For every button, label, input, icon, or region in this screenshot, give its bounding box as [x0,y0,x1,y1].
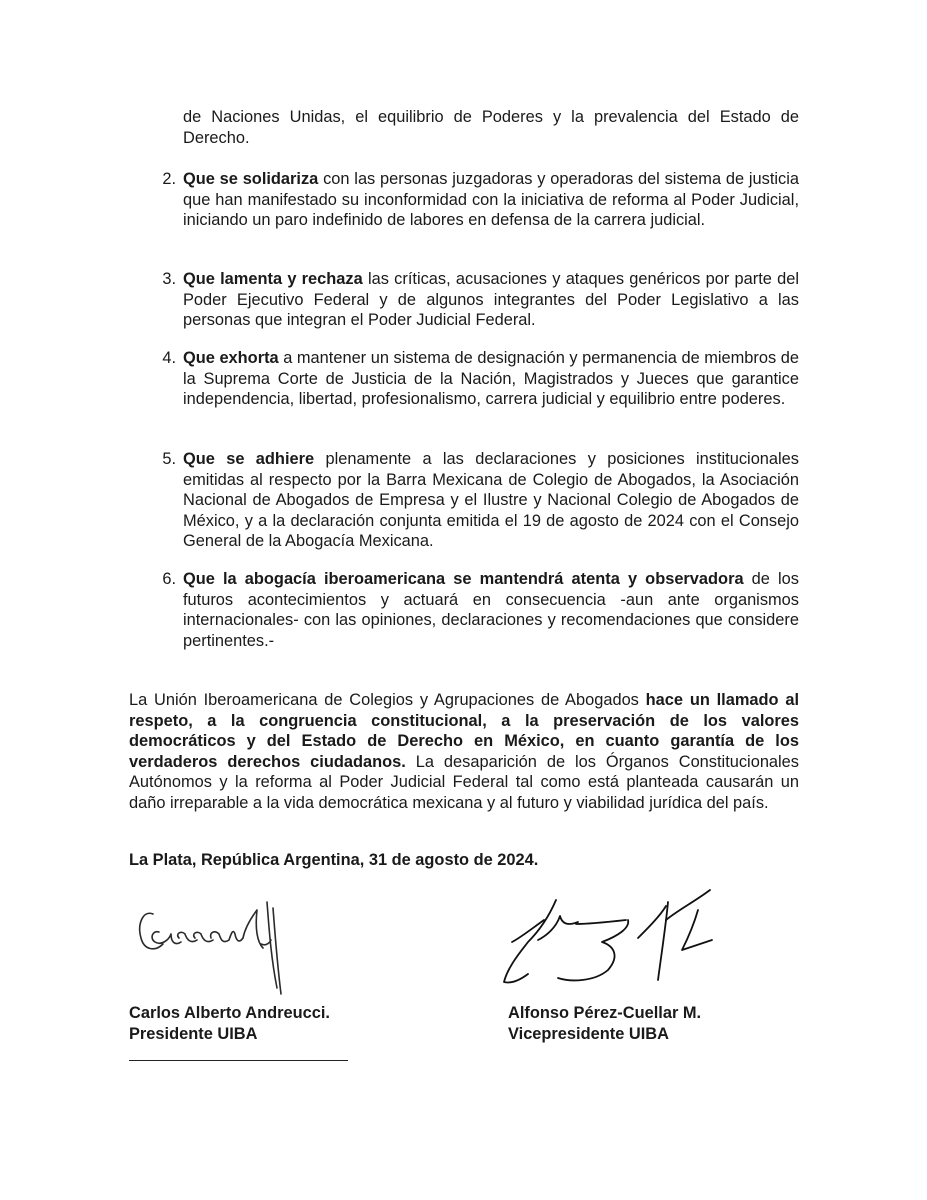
signatory-name: Alfonso Pérez-Cuellar M. [508,1004,702,1022]
item-number: 6. [162,570,176,588]
signatory-role: Presidente UIBA [129,1025,258,1043]
closing-intro: La Unión Iberoamericana de Colegios y Agrupaciones de Abogados [129,691,646,709]
item-text [183,269,799,331]
item-text [183,449,799,552]
item-bold-lead: Que se solidariza [183,170,319,188]
signature-andreucci [135,888,295,1000]
signatory-1 [129,1003,330,1045]
item-body: las críticas, acusaciones y ataques genéricos por parte del Poder Ejecutivo Federal y de algunos integrantes del Poder Legislativo a las personas que integran el Poder Judicial Federal. [183,270,799,329]
item-body: con las personas juzgadoras y operadoras del sistema de justicia que han manifestado su inconformidad con la iniciativa de reforma al Poder Judicial, iniciando un paro indefinido de labores en defensa de la carrera judicial. [183,170,799,229]
item-text [183,348,799,410]
item-number: 2. [162,170,176,188]
signature-perez-cuellar [498,880,728,995]
item-bold-lead: Que la abogacía iberoamericana se mantendrá atenta y observadora [183,570,744,588]
item-bold-lead: Que se adhiere [183,450,315,468]
closing-bold: hace un llamado al respeto, a la congruencia constitucional, a la preservación de los valores democráticos y del Estado de Derecho en México, en cuanto garantía de los verdaderos derechos ciudadanos. [129,691,800,771]
signatory-name: Carlos Alberto Andreucci. [129,1004,330,1022]
item-number: 5. [162,450,176,468]
item-bold-lead: Que lamenta y rechaza [183,270,363,288]
item-body: a mantener un sistema de designación y permanencia de miembros de la Suprema Corte de Justicia de la Nación, Magistrados y Jueces que garantice independencia, libertad, profesionalismo, carrera judicial y equilibrio entre poderes. [183,349,799,408]
item-text [183,569,799,651]
closing-rest: La desaparición de los Órganos Constitucionales Autónomos y la reforma al Poder Judicial Federal tal como está planteada causarán un daño irreparable a la vida democrática mexicana y al futuro y viabilidad jurídica del país. [129,752,799,812]
item-body: plenamente a las declaraciones y posiciones institucionales emitidas al respecto por la Barra Mexicana de Colegio de Abogados, la Asociación Nacional de Abogados de Empresa y el Ilustre y Nacional Colegio de Abogados de México, y a la declaración conjunta emitida el 19 de agosto de 2024 con el Consejo General de la Abogacía Mexicana. [183,450,799,550]
continued-paragraph: de Naciones Unidas, el equilibrio de Poderes y la prevalencia del Estado de Derecho. [183,108,799,147]
signatory-role: Vicepresidente UIBA [508,1025,669,1043]
item-body: de los futuros acontecimientos y actuará en consecuencia -aun ante organismos internacionales- con las opiniones, declaraciones y recomendaciones que considere pertinentes.- [183,570,799,650]
closing-paragraph [129,690,799,813]
item-number: 4. [162,349,176,367]
signature-rule [129,1060,348,1061]
item-number: 3. [162,270,176,288]
item-bold-lead: Que exhorta [183,349,279,367]
signatory-2 [508,1003,701,1045]
item-text [183,169,799,231]
place-and-date: La Plata, República Argentina, 31 de agosto de 2024. [129,851,539,869]
